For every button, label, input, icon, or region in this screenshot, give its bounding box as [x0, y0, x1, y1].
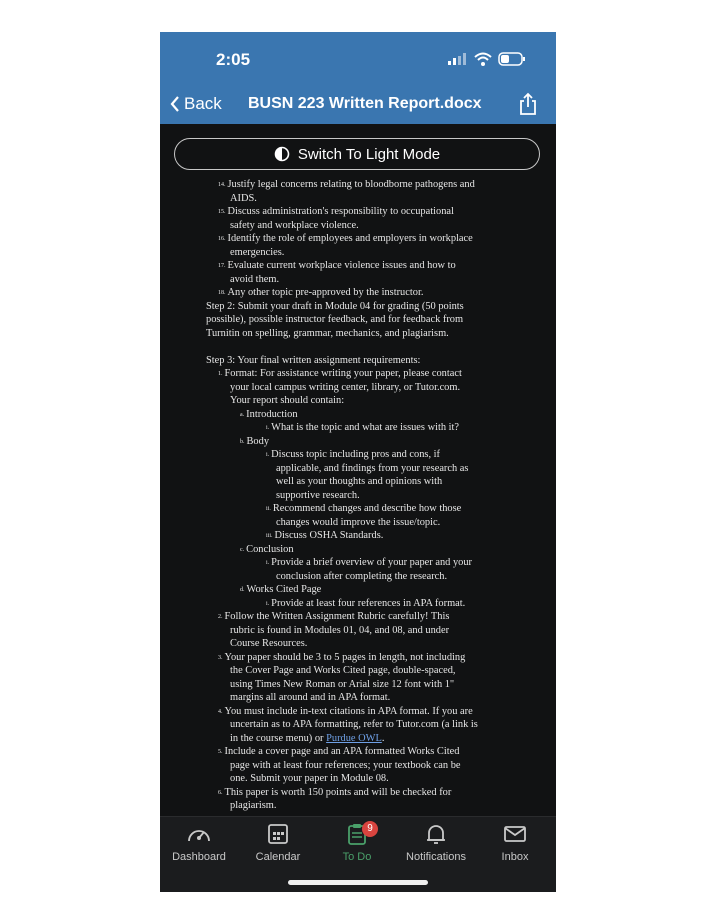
- doc-line: 3. Your paper should be 3 to 5 pages in length, not including: [218, 652, 466, 663]
- switch-light-mode-button[interactable]: [174, 138, 540, 170]
- doc-line: page with at least four references; your textbook can be: [230, 760, 461, 771]
- doc-line: Step 2: Submit your draft in Module 04 for grading (50 points: [206, 301, 464, 312]
- doc-line: using Times New Roman or Arial size 12 font with 1": [230, 679, 455, 690]
- tab-dashboard[interactable]: Dashboard: [160, 823, 238, 863]
- switch-label: Switch To Light Mode: [297, 145, 441, 163]
- doc-line: possible), possible instructor feedback, and for feedback from: [206, 314, 464, 325]
- signal-icon: [448, 53, 468, 65]
- doc-line: plagiarism.: [230, 800, 277, 811]
- todo-badge: 9: [362, 821, 378, 837]
- doc-line: b. Body: [240, 436, 270, 447]
- doc-line: i. What is the topic and what are issues with it?: [266, 422, 460, 433]
- doc-line: 6. This paper is worth 150 points and will be checked for: [218, 787, 452, 798]
- doc-line: emergencies.: [230, 247, 285, 258]
- wifi-icon: [474, 52, 492, 66]
- doc-line: i. Provide a brief overview of your paper and your: [266, 557, 472, 568]
- phone-screen: [160, 32, 556, 892]
- doc-line: margins all around and in APA format.: [230, 692, 391, 703]
- doc-line: iii. Discuss OSHA Standards.: [266, 530, 384, 541]
- doc-line: i. Provide at least four references in APA format.: [266, 598, 466, 609]
- battery-icon: [498, 52, 526, 66]
- tab-notifications[interactable]: Notifications: [397, 823, 475, 863]
- doc-line: Course Resources.: [230, 638, 308, 649]
- doc-line: 14. Justify legal concerns relating to bloodborne pathogens and: [218, 179, 475, 190]
- doc-line: changes would improve the issue/topic.: [276, 517, 441, 528]
- tab-inbox[interactable]: Inbox: [476, 823, 554, 863]
- doc-line: well as your thoughts and opinions with: [276, 476, 443, 487]
- status-bar: [160, 32, 556, 90]
- dashboard-icon: [186, 823, 212, 845]
- nav-bar: [160, 90, 556, 124]
- doc-line: uncertain as to APA formatting, refer to Tutor.com (a link is: [230, 719, 478, 730]
- doc-line: 5. Include a cover page and an APA formatted Works Cited: [218, 746, 460, 757]
- calendar-icon: [265, 823, 291, 845]
- back-label: Back: [184, 94, 222, 113]
- doc-line: 17. Evaluate current workplace violence issues and how to: [218, 260, 456, 271]
- doc-line: c. Conclusion: [240, 544, 294, 555]
- document-viewer[interactable]: [160, 124, 556, 816]
- document-title: BUSN 223 Written Report.docx: [248, 95, 482, 112]
- contrast-icon: [274, 146, 290, 162]
- chevron-left-icon: [170, 96, 180, 112]
- doc-line: d. Works Cited Page: [240, 584, 322, 595]
- share-icon: [518, 92, 538, 116]
- doc-line: a. Introduction: [240, 409, 298, 420]
- tab-calendar[interactable]: Calendar: [239, 823, 317, 863]
- doc-line: your local campus writing center, library, or Tutor.com.: [230, 382, 461, 393]
- doc-line: 15. Discuss administration's responsibility to occupational: [218, 206, 454, 217]
- doc-line: 2. Follow the Written Assignment Rubric carefully! This: [218, 611, 450, 622]
- doc-line: 1. Format: For assistance writing your paper, please contact: [218, 368, 462, 379]
- doc-line: Turnitin on spelling, grammar, mechanics, and plagiarism.: [206, 328, 449, 339]
- doc-line: supportive research.: [276, 490, 360, 501]
- doc-line: ii. Recommend changes and describe how those: [266, 503, 462, 514]
- doc-line: applicable, and findings from your research as: [276, 463, 469, 474]
- share-button[interactable]: [518, 92, 538, 121]
- tab-to-do[interactable]: 9 To Do: [318, 823, 396, 863]
- inbox-icon: [502, 823, 528, 845]
- bell-icon: [423, 823, 449, 845]
- doc-line: 4. You must include in-text citations in APA format. If you are: [218, 706, 473, 717]
- doc-line: 16. Identify the role of employees and employers in workplace: [218, 233, 473, 244]
- doc-line: conclusion after completing the research.: [276, 571, 448, 582]
- doc-line: in the course menu) or Purdue OWL.: [230, 733, 385, 744]
- home-indicator: [288, 880, 428, 885]
- doc-line: avoid them.: [230, 274, 280, 285]
- doc-line: Your report should contain:: [230, 395, 345, 406]
- back-button[interactable]: [170, 94, 222, 114]
- doc-line: i. Discuss topic including pros and cons, if: [266, 449, 440, 460]
- doc-line: Step 3: Your final written assignment requirements:: [206, 355, 421, 366]
- purdue-owl-link[interactable]: Purdue OWL: [326, 733, 382, 744]
- doc-line: 18. Any other topic pre-approved by the instructor.: [218, 287, 424, 298]
- doc-line: safety and workplace violence.: [230, 220, 359, 231]
- doc-line: one. Submit your paper in Module 08.: [230, 773, 389, 784]
- doc-line: rubric is found in Modules 01, 04, and 08, and under: [230, 625, 450, 636]
- status-time: 2:05: [216, 50, 251, 69]
- doc-line: AIDS.: [230, 193, 257, 204]
- doc-line: the Cover Page and Works Cited page, double-spaced,: [230, 665, 456, 676]
